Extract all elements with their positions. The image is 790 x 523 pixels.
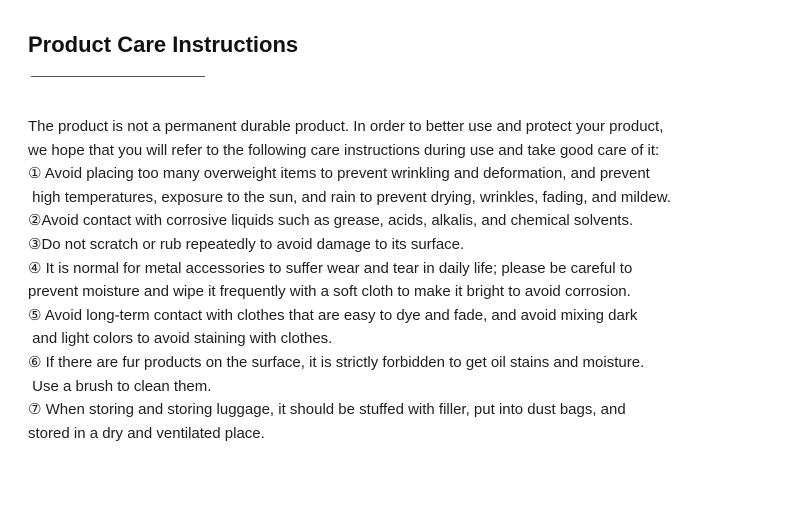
instruction-line: ④ It is normal for metal accessories to suffer wear and tear in daily life; please be careful to: [28, 259, 633, 277]
instruction-line: prevent moisture and wipe it frequently with a soft cloth to make it bright to avoid corrosion.: [28, 283, 631, 301]
instruction-line: Use a brush to clean them.: [28, 377, 212, 395]
intro-line: we hope that you will refer to the following care instructions during use and take good care of it:: [28, 141, 660, 159]
instruction-line: ⑥ If there are fur products on the surface, it is strictly forbidden to get oil stains and moisture.: [28, 353, 645, 371]
instruction-line: ⑤ Avoid long-term contact with clothes that are easy to dye and fade, and avoid mixing dark: [28, 306, 638, 324]
instruction-line: stored in a dry and ventilated place.: [28, 424, 265, 442]
care-instructions-text: [28, 115, 778, 445]
title-divider: [31, 76, 205, 77]
instruction-line: and light colors to avoid staining with clothes.: [28, 330, 333, 348]
instruction-line: ③Do not scratch or rub repeatedly to avoid damage to its surface.: [28, 235, 465, 253]
instruction-line: ⑦ When storing and storing luggage, it should be stuffed with filler, put into dust bags, and: [28, 401, 626, 419]
page-title: Product Care Instructions: [28, 32, 299, 57]
intro-line: The product is not a permanent durable product. In order to better use and protect your product,: [28, 118, 664, 135]
instruction-line: ① Avoid placing too many overweight items to prevent wrinkling and deformation, and prevent: [28, 165, 650, 183]
instruction-line: high temperatures, exposure to the sun, and rain to prevent drying, wrinkles, fading, and mildew.: [28, 188, 671, 206]
instruction-line: ②Avoid contact with corrosive liquids such as grease, acids, alkalis, and chemical solvents.: [28, 212, 634, 230]
